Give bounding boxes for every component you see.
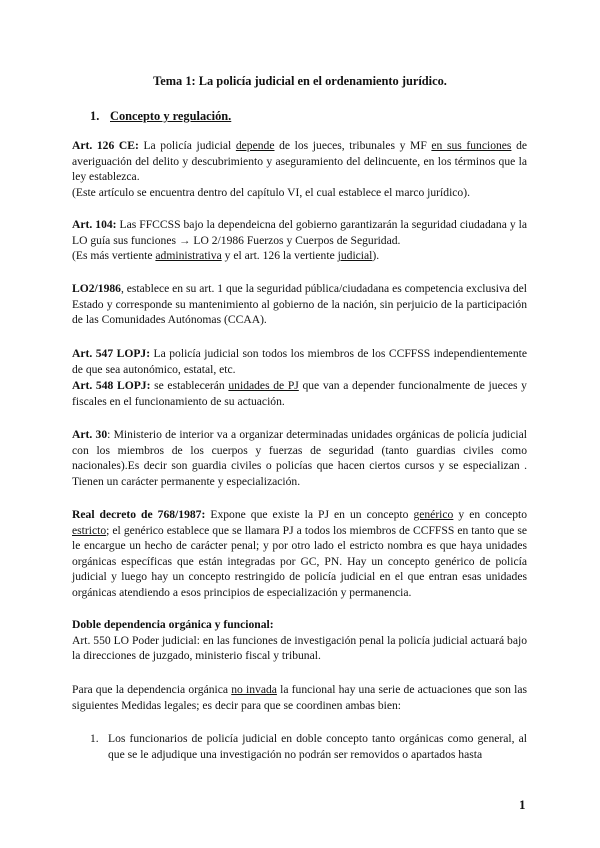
article-ref: Art. 548 LOPJ: [72,379,151,392]
article-ref: LO2/1986 [72,282,121,295]
list-item-text: Los funcionarios de policía judicial en doble concepto tanto orgánicas como general, al que se le adjudique una investigación no podrán ser removidos o apartados hasta [108,732,527,761]
list-marker: 1. [90,732,99,745]
section-number: 1. [90,109,100,123]
paragraph-note: (Es más vertiente administrativa y el art. 126 la vertiente judicial). [72,249,380,263]
paragraph-medidas: Para que la dependencia orgánica no invada la funcional hay una serie de actuaciones que son las siguientes Medidas legales; es decir para que se coordinen ambas bien: [72,683,527,712]
document-title: Tema 1: La policía judicial en el ordenamiento jurídico. [153,74,447,88]
subheading: Doble dependencia orgánica y funcional: [72,618,274,631]
paragraph-note: (Este artículo se encuentra dentro del capítulo VI, el cual establece el marco jurídico). [72,185,470,199]
page-number: 1 [519,797,526,812]
section-label: Concepto y regulación. [110,109,232,123]
list-item [72,731,527,762]
paragraph-art104: Art. 104: Las FFCCSS bajo la dependeicna del gobierno garantizarán la seguridad ciudadana y la LO guía sus funciones → LO 2/1986 Fuerzos y Cuerpos de Seguridad. (Es más vertiente administrativa y el art. 126 la vertiente judicial). [72,218,527,263]
article-ref: Real decreto de 768/1987: [72,508,206,521]
paragraph-lo2-1986: LO2/1986, establece en su art. 1 que la seguridad pública/ciudadana es competencia exclusiva del Estado y corresponde su mantenimiento al gobierno de la nación, sin perjuicio de la participación de las Comunidades Autónomas (CCAA). [72,282,527,327]
article-ref: Art. 30 [72,428,108,441]
paragraph-art548: Art. 548 LOPJ: se establecerán unidades de PJ que van a depender funcionalmente de jueces y fiscales en el funcionamiento de su actuación. [72,379,527,408]
paragraph-doble-dependencia: Doble dependencia orgánica y funcional: Art. 550 LO Poder judicial: en las funciones de investigación penal la policía judicial actuará bajo la direcciones de juzgado, ministerio fiscal y tribunal. [72,618,527,663]
article-ref: Art. 126 CE: [72,139,139,152]
article-ref: Art. 547 LOPJ: [72,347,151,360]
paragraph-art126: Art. 126 CE: La policía judicial depende de los jueces, tribunales y MF en sus funciones de averiguación del delito y descubrimiento y aseguramiento del delincuente, en los términos que la ley establezca. (Este artículo se encuentra dentro del capítulo VI, el cual establece el marco jurídico). [72,139,528,199]
paragraph-art30: Art. 30: Ministerio de interior va a organizar determinadas unidades orgánicas de policía judicial con los miembros de los cuerpos y fuerzas de seguridad (tanto guardias civiles como nacionales).Es decir son guardia civiles o policías que hacen ciertos cursos y se especializan . Tienen un carácter permanente y especialización. [72,428,527,488]
paragraph-art547: Art. 547 LOPJ: La policía judicial son todos los miembros de los CCFFSS independientemente de que sea autonómico, estatal, etc. [72,347,527,376]
article-ref: Art. 104: [72,218,117,231]
section-heading [90,109,231,124]
paragraph-real-decreto: Real decreto de 768/1987: Expone que existe la PJ en un concepto genérico y en concepto estricto; el genérico establece que se llamara PJ a todos los miembros de CCFFSS en tanto que se le encargue un hecho de carácter penal; y por otro lado el estricto nombra es que haya unidades orgánicas específicas que están integradas por GC, PN. Hay un concepto genérico de policía judicial y luego hay un concepto restringido de policía judicial en el que entran esas unidades orgánicas atendiendo a esos principios de especialización y permanencia. [72,508,528,599]
